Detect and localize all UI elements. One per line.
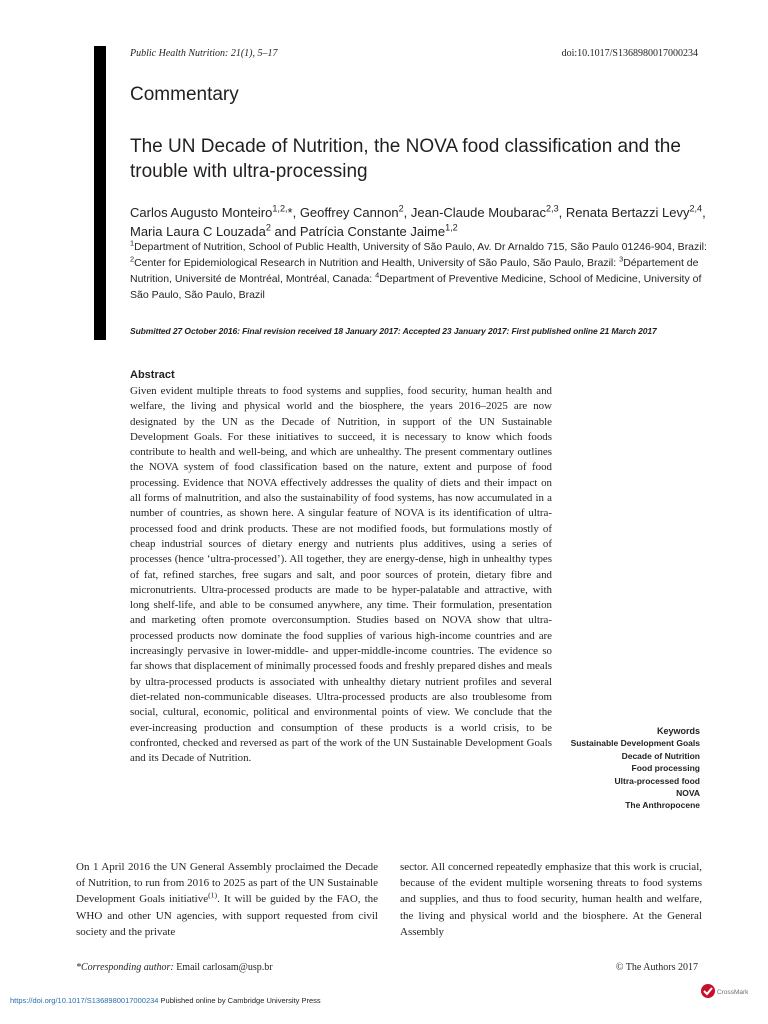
submission-dates: Submitted 27 October 2016: Final revision received 18 January 2017: Accepted 23 January 2017: First published online 21 March 2017	[130, 326, 657, 336]
sidebar-bar	[94, 46, 106, 340]
article-title: The UN Decade of Nutrition, the NOVA food classification and the trouble with ultra-processing	[130, 136, 681, 182]
author-affiliation-marker: 2	[265, 222, 271, 233]
author-list	[130, 203, 720, 241]
author-affiliation-marker: 1,2	[445, 222, 458, 233]
author-name[interactable]: , Maria Laura C Louzada	[130, 205, 706, 239]
author-affiliation-marker: 2	[398, 203, 404, 214]
affiliation-text: Department of Nutrition, School of Public Health, University of São Paulo, Av. Dr Arnaldo 715, São Paulo 01246-904, Brazil:	[134, 241, 707, 253]
keyword-item: Decade of Nutrition	[621, 750, 700, 761]
crossmark-badge[interactable]	[700, 982, 750, 1000]
author-affiliation-marker: 2,3	[546, 203, 559, 214]
section-label: Commentary	[130, 84, 239, 105]
abstract-heading: Abstract	[130, 369, 175, 381]
affiliation-number: 1	[130, 238, 135, 248]
crossmark-label: CrossMark	[717, 989, 749, 996]
body-column-right: sector. All concerned repeatedly emphasize that this work is crucial, because of the evident multiple worsening threats to food systems and supplies, and thus to food security, human health and welfare, the living and physical world and the biosphere. At the General Assembly	[400, 861, 702, 938]
affiliation-number: 2	[130, 254, 135, 264]
doi-link[interactable]: https://doi.org/10.1017/S1368980017000234	[10, 996, 159, 1005]
affiliation-number: 3	[619, 254, 624, 264]
body-column-left	[76, 859, 378, 940]
corresponding-author-note	[76, 962, 273, 973]
copyright: © The Authors 2017	[615, 962, 698, 973]
author-affiliation-marker: 1,2,	[272, 203, 288, 214]
corresponding-author-email[interactable]: Email carlosam@usp.br	[173, 962, 273, 973]
author-affiliation-marker: 2,4	[689, 203, 703, 214]
keyword-item: Sustainable Development Goals	[570, 738, 700, 749]
page-footer	[10, 996, 321, 1005]
keyword-item: The Anthropocene	[625, 800, 700, 811]
affiliation-text: Center for Epidemiological Research in Nutrition and Health, University of São Paulo, São Paulo, Brazil:	[134, 257, 620, 269]
author-name[interactable]: and Patrícia Constante Jaime	[270, 224, 446, 239]
affiliation-number: 4	[375, 270, 380, 280]
keyword-item: NOVA	[676, 788, 700, 799]
keyword-item: Ultra-processed food	[614, 775, 700, 786]
reference-link[interactable]: (1)	[208, 890, 218, 900]
journal-citation: Public Health Nutrition: 21(1), 5–17	[130, 48, 278, 59]
crossmark-icon	[700, 982, 750, 1000]
keyword-item: Food processing	[631, 763, 700, 774]
body-text: . It will be guided by the FAO, the WHO and other UN agencies, with support requested from civil society and the private	[76, 893, 379, 938]
corresponding-marker: *	[287, 205, 293, 220]
affiliation-text: Département de Nutrition, Université de Montréal, Montréal, Canada:	[130, 257, 699, 285]
keywords-panel	[520, 725, 700, 812]
corresponding-author-label: *Corresponding author:	[76, 962, 174, 973]
keywords-heading: Keywords	[656, 726, 700, 736]
author-name[interactable]: , Geoffrey Cannon	[292, 205, 399, 220]
body-text: On 1 April 2016 the UN General Assembly proclaimed the Decade of Nutrition, to run from 2016 to 2025 as part of the UN Sustainable Development Goals initiative	[76, 861, 378, 906]
affiliation-text: Department of Preventive Medicine, School of Medicine, University of São Paulo, São Paulo, Brazil	[130, 273, 702, 301]
author-name[interactable]: , Jean-Claude Moubarac	[403, 205, 547, 220]
author-name[interactable]: Carlos Augusto Monteiro	[130, 205, 273, 220]
affiliations	[130, 239, 720, 303]
author-name[interactable]: , Renata Bertazzi Levy	[558, 205, 690, 220]
doi[interactable]: doi:10.1017/S1368980017000234	[561, 48, 698, 59]
publisher-note: Published online by Cambridge University Press	[158, 996, 321, 1005]
abstract-text: Given evident multiple threats to food systems and supplies, food security, human health and welfare, the living and physical world and the biosphere, the years 2016–2025 are now designated by the UN as the Decade of Nutrition, in support of the UN Sustainable Development Goals. For these initiatives to succeed, it is necessary to know which foods contribute to health and well-being, and which are unhealthy. The present commentary outlines the NOVA system of food classification based on the nature, extent and purpose of food processing. Evidence that NOVA effectively addresses the quality of diets and their impact on all forms of malnutrition, and also the sustainability of food systems, has now accumulated in a number of countries, as shown here. A singular feature of NOVA is its identification of ultra-processed food and drink products. These are not modified foods, but formulations mostly of cheap industrial sources of dietary energy and nutrients plus additives, using a series of processes (hence ‘ultra-processed’). All together, they are energy-dense, high in unhealthy types of fat, refined starches, free sugars and salt, and poor sources of protein, dietary fibre and micronutrients. Ultra-processed products are made to be hyper-palatable and attractive, with long shelf-life, and able to be consumed anywhere, any time. Their formulation, presentation and marketing often promote overconsumption. Studies based on NOVA show that ultra-processed products now dominate the food supplies of various high-income countries and are increasingly pervasive in lower-middle- and upper-middle-income countries. The evidence so far shows that displacement of minimally processed foods and freshly prepared dishes and meals by ultra-processed products is associated with unhealthy dietary nutrient profiles and several diet-related non-communicable diseases. Ultra-processed products are also troublesome from social, cultural, economic, political and environmental points of view. We conclude that the ever-increasing production and consumption of these products is a world crisis, to be confronted, checked and reversed as part of the work of the UN Sustainable Development Goals and its Decade of Nutrition.	[130, 385, 552, 765]
